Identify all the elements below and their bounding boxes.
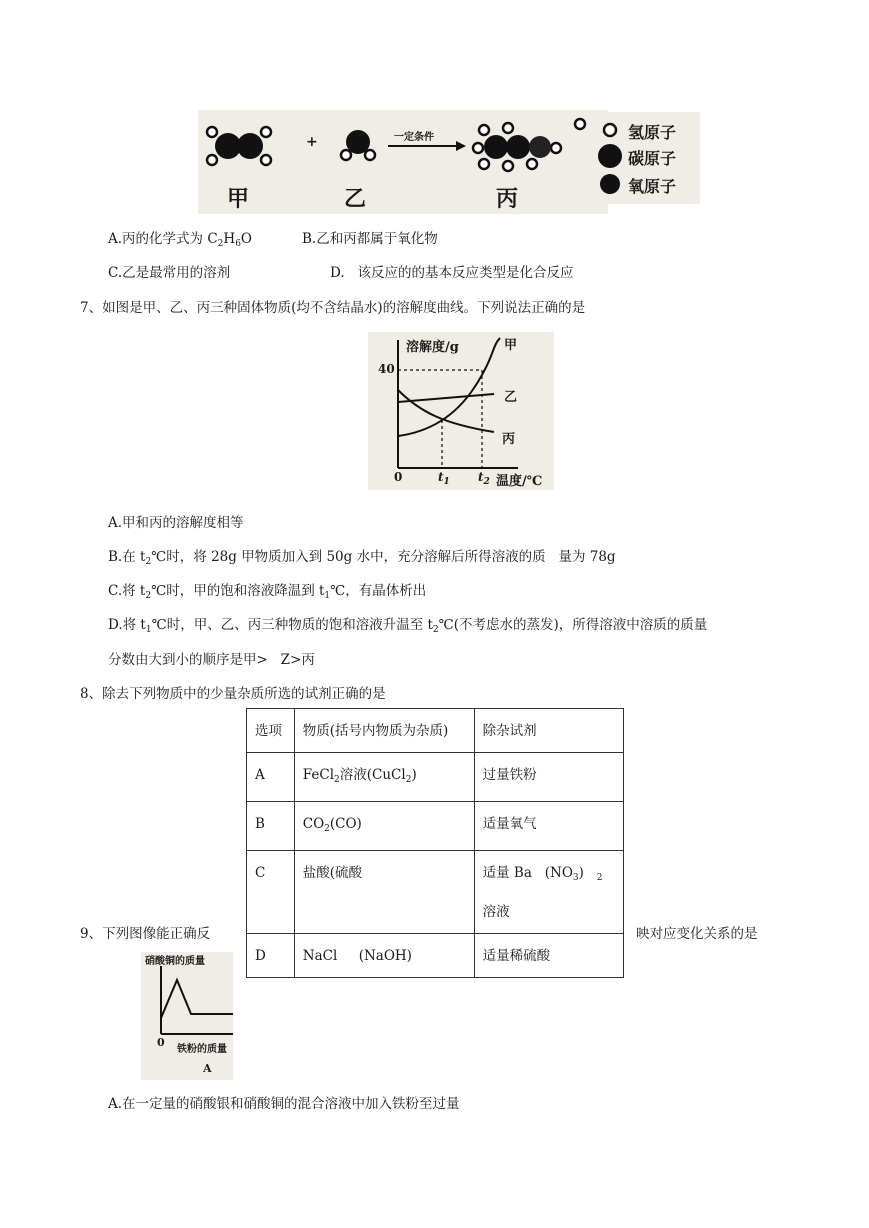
q9-stem-right: 映对应变化关系的是 xyxy=(636,926,758,942)
q9-fig-label: A xyxy=(203,1062,212,1075)
atom-legend xyxy=(588,112,700,204)
table-cell-option: D xyxy=(247,934,295,978)
h-atom xyxy=(261,127,271,137)
legend-c-label: 碳原子 xyxy=(628,149,677,168)
table-cell-option: C xyxy=(247,851,295,934)
q6-option-c: C.乙是最常用的溶剂 xyxy=(108,265,231,281)
h-atom xyxy=(503,123,513,133)
q7-option-d-cont: 分数由大到小的顺序是甲> Z>丙 xyxy=(108,652,315,668)
table-cell-reagent: 适量稀硫酸 xyxy=(474,934,623,978)
condition-label: 一定条件 xyxy=(394,132,434,143)
plus-sign: + xyxy=(306,134,318,150)
legend-o-icon xyxy=(600,174,620,194)
legend-h-label: 氢原子 xyxy=(628,123,677,142)
h-atom xyxy=(527,159,537,169)
table-cell-reagent: 适量氧气 xyxy=(474,802,623,851)
table-header-row xyxy=(247,709,624,753)
series-label-jia: 甲 xyxy=(504,338,518,353)
q9-stem-left: 9、下列图像能正确反 xyxy=(80,926,211,942)
q9-fig-xlabel: 铁粉的质量 xyxy=(177,1044,227,1055)
table-header-cell: 选项 xyxy=(247,709,295,753)
q8-stem: 8、除去下列物质中的少量杂质所选的试剂正确的是 xyxy=(80,686,386,702)
q7-option-b: B.在 $t_2℃$时，将 28g 甲物质加入到 50g 水中，充分溶解后所得溶液的质 量为 78g xyxy=(108,549,616,567)
q7-option-d: D.将 $t_1℃$时，甲、乙、丙三种物质的饱和溶液升温至 $t_2℃$(不考虑水的蒸发)，所得溶液中溶质的质量 xyxy=(108,617,708,635)
h-atom xyxy=(551,143,561,153)
table-row xyxy=(247,753,624,802)
legend-h-icon xyxy=(604,124,616,136)
chart-y-tick-40: 40 xyxy=(378,362,395,376)
label-bing: 丙 xyxy=(496,186,519,212)
o-atom xyxy=(529,136,551,158)
chart-origin: 0 xyxy=(394,470,403,484)
table-header-cell: 物质(括号内物质为杂质) xyxy=(294,709,474,753)
h-atom xyxy=(473,143,483,153)
h-atom xyxy=(207,155,217,165)
table-cell-substance: $CO_2(CO)$ xyxy=(294,802,474,851)
q7-option-a: A.甲和丙的溶解度相等 xyxy=(108,515,244,531)
table-cell-substance: FeCl$_2$溶液(CuCl$_2$) xyxy=(294,753,474,802)
series-label-yi: 乙 xyxy=(504,390,518,405)
table-cell-substance: 盐酸(硫酸 xyxy=(294,851,474,934)
q9-figure-a xyxy=(141,952,233,1080)
q9-curve xyxy=(161,980,233,1018)
q6-option-a: A.丙的化学式为 $C_2H_6O$ xyxy=(108,231,252,249)
table-cell-reagent: 适量 Ba $(NO_3)$ $_2$溶液 xyxy=(474,851,623,934)
legend-o-label: 氧原子 xyxy=(628,177,677,196)
h-atom xyxy=(479,125,489,135)
chart-x-tick-t2: $t_2$ xyxy=(478,470,490,487)
reaction-molecules xyxy=(198,110,608,214)
h-atom xyxy=(503,161,513,171)
q9-option-a: A.在一定量的硝酸银和硝酸铜的混合溶液中加入铁粉至过量 xyxy=(108,1096,460,1112)
reaction-figure xyxy=(198,110,608,214)
q7-stem: 7、如图是甲、乙、丙三种固体物质(均不含结晶水)的溶解度曲线。下列说法正确的是 xyxy=(80,300,586,316)
series-label-bing: 丙 xyxy=(502,432,516,447)
solubility-curves xyxy=(368,332,554,490)
h-atom xyxy=(261,155,271,165)
chart-x-tick-t1: $t_1$ xyxy=(438,470,450,487)
label-yi: 乙 xyxy=(344,186,367,212)
q8-table xyxy=(246,708,624,978)
label-jia: 甲 xyxy=(227,186,250,212)
o-atom xyxy=(346,130,370,154)
table-row xyxy=(247,802,624,851)
q9-figure-a-plot xyxy=(141,952,233,1080)
series-bing-curve xyxy=(398,390,494,432)
table-header-cell: 除杂试剂 xyxy=(474,709,623,753)
h-atom xyxy=(207,127,217,137)
q6-option-b: B.乙和丙都属于氧化物 xyxy=(302,231,438,247)
chart-ylabel: 溶解度/g xyxy=(406,340,459,355)
q6-option-d: D. 该反应的的基本反应类型是化合反应 xyxy=(330,265,574,281)
legend-h-symbol xyxy=(575,119,585,129)
h-atom xyxy=(479,159,489,169)
h-atom xyxy=(365,150,375,160)
c-atom xyxy=(484,135,508,159)
table-row xyxy=(247,934,624,978)
q9-fig-origin: 0 xyxy=(157,1036,165,1049)
legend-c-icon xyxy=(598,144,622,168)
table-cell-option: A xyxy=(247,753,295,802)
q7-option-c: C.将 $t_2℃$时，甲的饱和溶液降温到 $t_1℃$，有晶体析出 xyxy=(108,583,427,601)
table-cell-reagent: 过量铁粉 xyxy=(474,753,623,802)
legend-symbols xyxy=(588,112,628,204)
h-atom xyxy=(341,150,351,160)
c-atom xyxy=(237,133,263,159)
solubility-chart xyxy=(368,332,554,490)
chart-xlabel: 温度/℃ xyxy=(496,474,543,489)
series-yi-curve xyxy=(398,394,494,402)
table-row xyxy=(247,851,624,934)
table-cell-substance: NaCl (NaOH) xyxy=(294,934,474,978)
table-cell-option: B xyxy=(247,802,295,851)
c-atom xyxy=(506,135,530,159)
arrow-head xyxy=(456,141,466,151)
q9-fig-ylabel: 硝酸铜的质量 xyxy=(145,956,205,967)
